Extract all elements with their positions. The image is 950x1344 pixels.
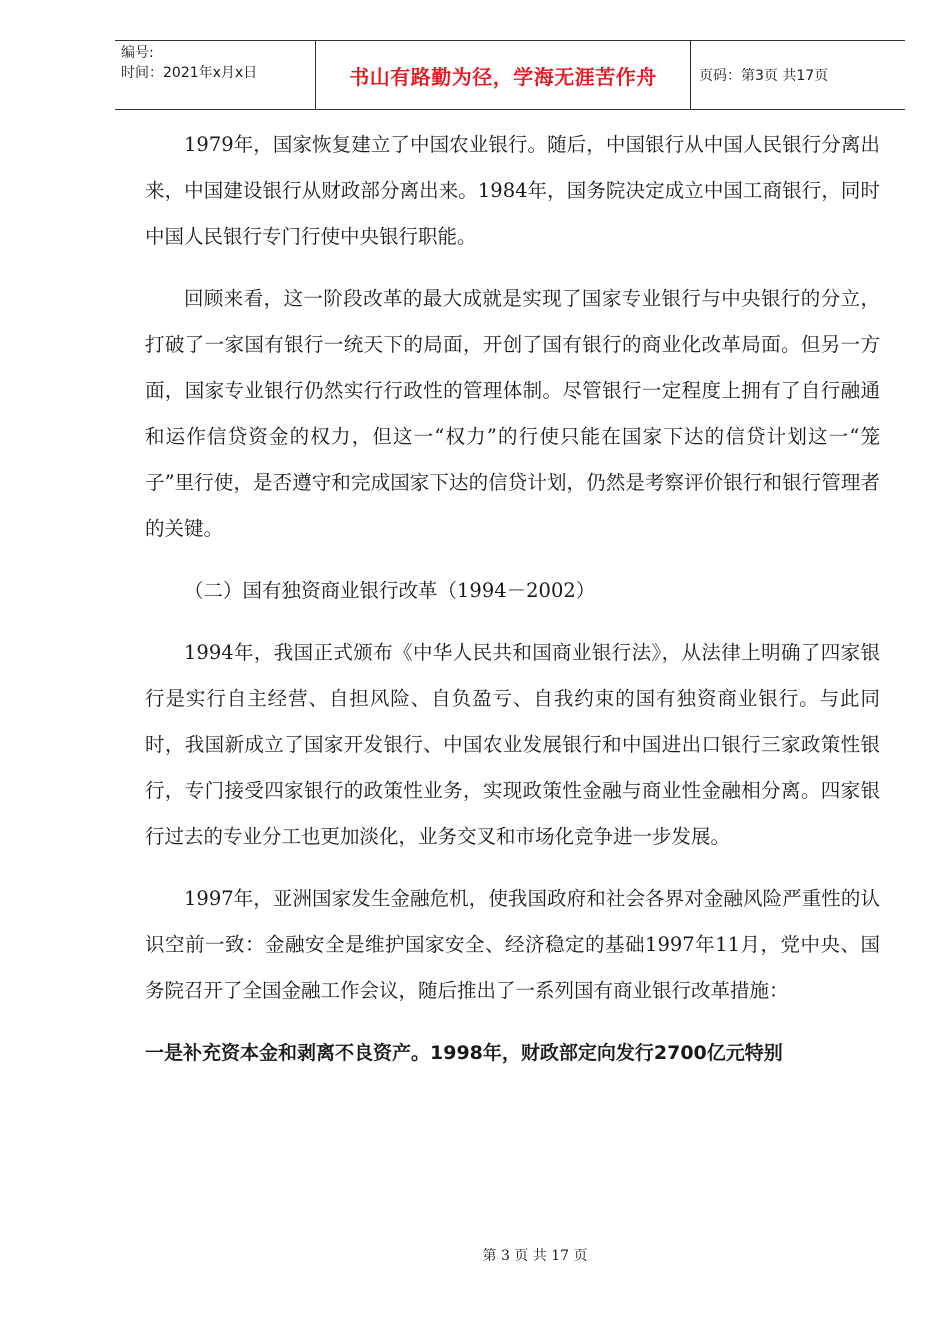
- section-subheading: （二）国有独资商业银行改革（1994－2002）: [184, 579, 596, 602]
- page-header: [115, 40, 905, 110]
- paragraph-1997: 1997年，亚洲国家发生金融危机，使我国政府和社会各界对金融风险严重性的认识空前一致：金融安全是维护国家安全、经济稳定的基础1997年11月，党中央、国务院召开了全国金融工作会议，随后推出了一系列国有商业银行改革措施：: [145, 887, 880, 1002]
- paragraph-review: 回顾来看，这一阶段改革的最大成就是实现了国家专业银行与中央银行的分立，打破了一家国有银行一统天下的局面，开创了国有银行的商业化改革局面。但另一方面，国家专业银行仍然实行行政性的管理体制。尽管银行一定程度上拥有了自行融通和运作信贷资金的权力，但这一“权力”的行使只能在国家下达的信贷计划这一“笼子”里行使，是否遵守和完成国家下达的信贷计划，仍然是考察评价银行和银行管理者的关键。: [145, 287, 880, 540]
- header-page-label: 页码：第3页 共17页: [699, 68, 829, 84]
- header-slogan: 书山有路勤为径，学海无涯苦作舟: [315, 41, 691, 109]
- paragraph-1994: 1994年，我国正式颁布《中华人民共和国商业银行法》，从法律上明确了四家银行是实行自主经营、自担风险、自负盈亏、自我约束的国有独资商业银行。与此同时，我国新成立了国家开发银行、中国农业发展银行和中国进出口银行三家政策性银行，专门接受四家银行的政策性业务，实现政策性金融与商业性金融相分离。四家银行过去的专业分工也更加淡化，业务交叉和市场化竞争进一步发展。: [145, 641, 880, 848]
- document-number-label: 编号:: [121, 45, 154, 61]
- header-meta: [115, 41, 315, 109]
- paragraph-capital-supplement: 一是补充资本金和剥离不良资产。1998年，财政部定向发行2700亿元特别: [145, 1042, 783, 1064]
- paragraph-1979: 1979年，国家恢复建立了中国农业银行。随后，中国银行从中国人民银行分离出来，中国建设银行从财政部分离出来。1984年，国务院决定成立中国工商银行，同时中国人民银行专门行使中央银行职能。: [145, 133, 880, 248]
- document-time-label: 时间：2021年x月x日: [121, 65, 258, 81]
- page-footer: 第 3 页 共 17 页: [482, 1248, 588, 1264]
- document-body: [145, 122, 880, 1076]
